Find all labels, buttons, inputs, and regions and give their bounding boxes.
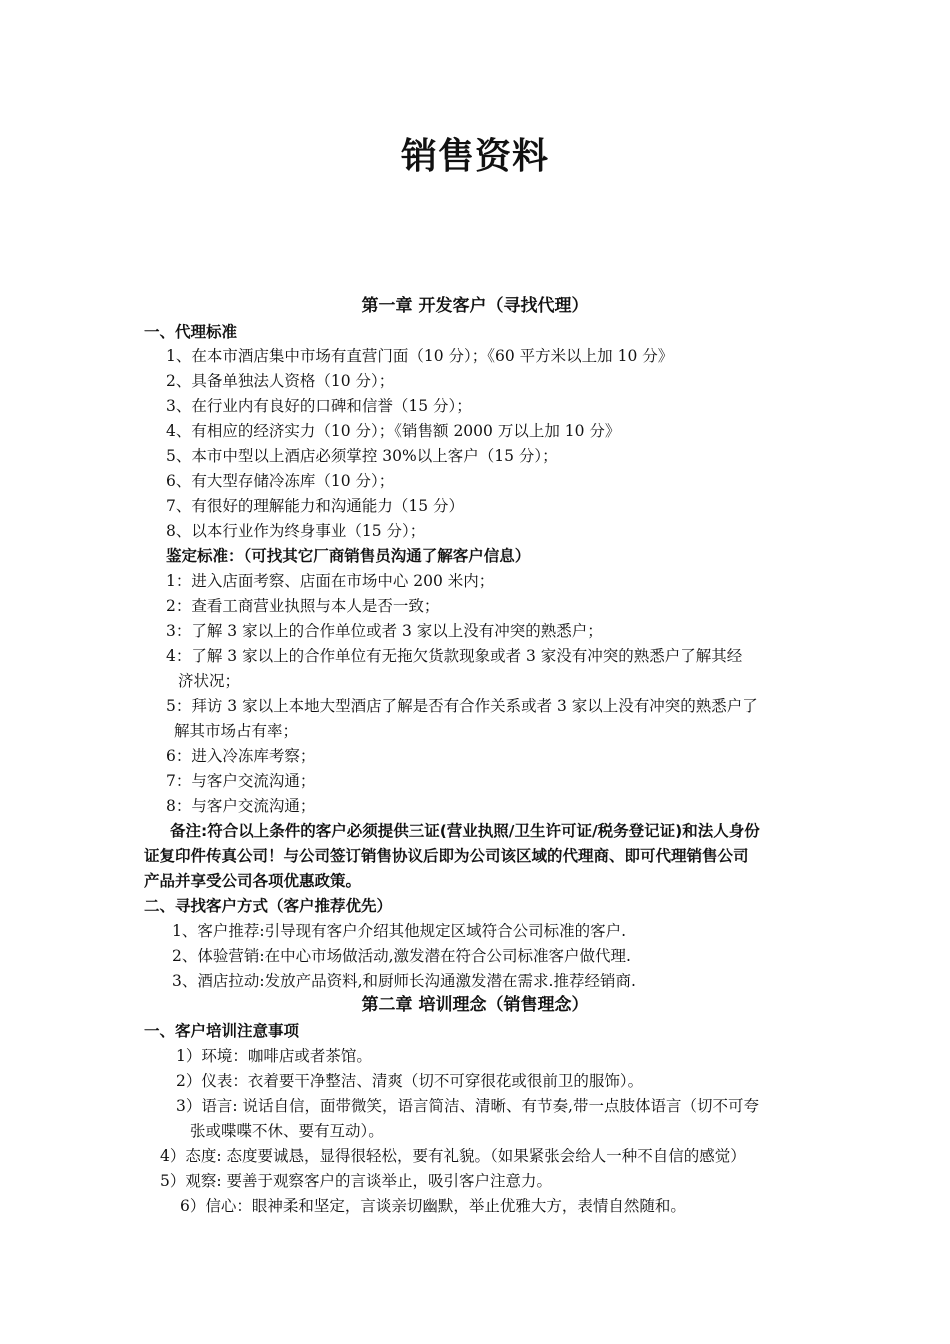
list-item: 7、有很好的理解能力和沟通能力（15 分） (166, 497, 465, 515)
list-item: 5）观察: 要善于观察客户的言谈举止，吸引客户注意力。 (160, 1172, 553, 1190)
list-item: 6：进入冷冻库考察； (166, 747, 316, 765)
list-item: 1：进入店面考察、店面在市场中心 200 米内； (166, 572, 495, 590)
list-item: 4、有相应的经济实力（10 分）；《销售额 2000 万以上加 10 分》 (166, 422, 621, 440)
list-item-continuation: 解其市场占有率； (174, 722, 299, 740)
chapter-1-heading: 第一章 开发客户（寻找代理） (361, 296, 589, 316)
list-item: 3：了解 3 家以上的合作单位或者 3 家以上没有冲突的熟悉户； (166, 622, 603, 640)
list-item: 6、有大型存储冷冻库（10 分）； (166, 472, 395, 490)
list-item: 8、以本行业作为终身事业（15 分）； (166, 522, 426, 540)
list-item: 2）仪表：衣着要干净整洁、清爽（切不可穿很花或很前卫的服饰）。 (176, 1072, 644, 1090)
list-item-continuation: 济状况； (178, 672, 241, 690)
document-title: 销售资料 (400, 136, 549, 177)
list-item: 8：与客户交流沟通； (166, 797, 316, 815)
assessment-title: 鉴定标准：（可找其它厂商销售员沟通了解客户信息） (166, 547, 531, 565)
section-title-training-notes: 一、客户培训注意事项 (144, 1022, 300, 1040)
list-item: 3、在行业内有良好的口碑和信誉（15 分）； (166, 397, 472, 415)
list-item: 5、本市中型以上酒店必须掌控 30%以上客户（15 分）； (166, 447, 558, 465)
list-item: 1）环境：咖啡店或者茶馆。 (176, 1047, 372, 1065)
list-item: 2、具备单独法人资格（10 分）； (166, 372, 395, 390)
list-item-continuation: 张或喋喋不休、要有互动）。 (190, 1122, 384, 1140)
list-item: 3）语言: 说话自信，面带微笑，语言简洁、清晰、有节奏,带一点肢体语言（切不可夸 (176, 1097, 759, 1115)
list-item: 7：与客户交流沟通； (166, 772, 316, 790)
section-title-find-customers: 二、寻找客户方式（客户推荐优先） (144, 897, 393, 915)
list-item: 1、客户推荐:引导现有客户介绍其他规定区域符合公司标准的客户. (172, 922, 627, 940)
note-line: 产品并享受公司各项优惠政策。 (144, 872, 362, 890)
list-item: 3、酒店拉动:发放产品资料,和厨师长沟通激发潜在需求.推荐经销商. (172, 972, 636, 990)
section-title-agent-standard: 一、代理标准 (144, 323, 238, 341)
note-line: 备注:符合以上条件的客户必须提供三证(营业执照/卫生许可证/税务登记证)和法人身份 (170, 822, 760, 840)
list-item: 4：了解 3 家以上的合作单位有无拖欠货款现象或者 3 家没有冲突的熟悉户了解其经 (166, 647, 743, 665)
list-item: 4）态度: 态度要诚恳，显得很轻松，要有礼貌。（如果紧张会给人一种不自信的感觉） (160, 1147, 746, 1165)
list-item: 5：拜访 3 家以上本地大型酒店了解是否有合作关系或者 3 家以上没有冲突的熟悉户了 (166, 697, 758, 715)
chapter-2-heading: 第二章 培训理念（销售理念） (361, 995, 589, 1015)
note-line: 证复印件传真公司！与公司签订销售协议后即为公司该区域的代理商、即可代理销售公司 (144, 847, 749, 865)
list-item: 6）信心：眼神柔和坚定，言谈亲切幽默，举止优雅大方，表情自然随和。 (180, 1197, 686, 1215)
list-item: 1、在本市酒店集中市场有直营门面（10 分）；《60 平方米以上加 10 分》 (166, 347, 674, 365)
list-item: 2、体验营销:在中心市场做活动,激发潜在符合公司标准客户做代理. (172, 947, 631, 965)
list-item: 2：查看工商营业执照与本人是否一致； (166, 597, 440, 615)
